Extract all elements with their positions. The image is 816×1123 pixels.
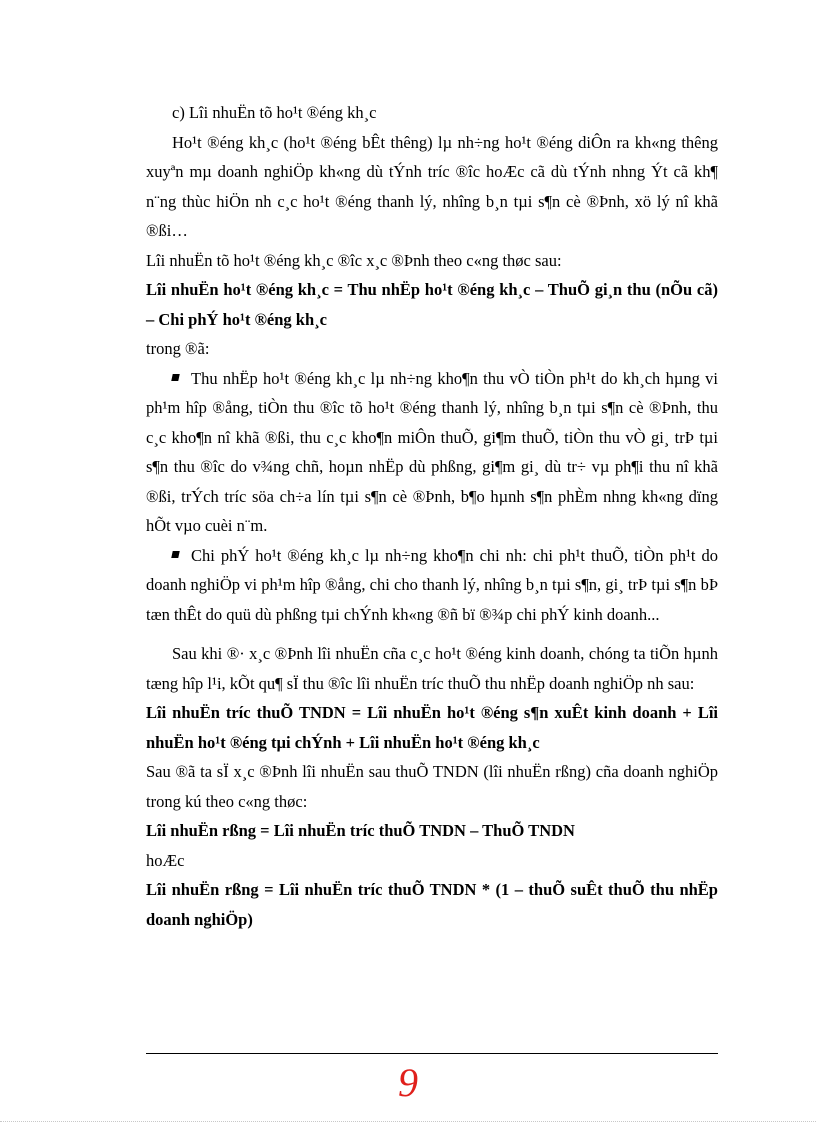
- bullet-other-income: [146, 364, 718, 541]
- paragraph-trong-do: trong ®ã:: [146, 339, 210, 358]
- paragraph-net-profit-intro: Sau ®ã ta sÏ x¸c ®Þnh lîi nhuËn sau thuÕ TNDN (lîi nhuËn rßng) cña doanh nghiÖp trong kú theo c«ng thøc:: [146, 762, 718, 811]
- bullet-other-income-text: Thu nhËp ho¹t ®éng kh¸c lµ nh÷ng kho¶n thu vÒ tiÒn ph¹t do kh¸ch hµng vi ph¹m hîp ®ång, tiÒn thu ®îc tõ ho¹t ®éng thanh lý, nhîng b¸n tµi s¶n cè ®Þnh, thu c¸c kho¶n nî khã ®ßi, thu c¸c kho¶n miÔn thuÕ, gi¶m thuÕ, tiÒn thu vÒ gi¸ trÞ tµi s¶n thu ®îc do v¾ng chñ, hoµn nhËp dù phßng, gi¶m gi¸ dù tr÷ vµ ph¶i thu nî khã ®ßi, trÝch tríc söa ch÷a lín tµi s¶n cè ®Þnh, b¶o hµnh s¶n phÈm nhng kh«ng dïng hÕt vµo cuèi n¨m.: [146, 368, 718, 535]
- bullet-icon: [171, 551, 179, 558]
- paragraph-summary: Sau khi ®· x¸c ®Þnh lîi nhuËn cña c¸c ho¹t ®éng kinh doanh, chóng ta tiÕn hµnh tæng hîp l¹i, kÕt qu¶ sÏ thu ®îc lîi nhuËn tríc thuÕ thu nhËp doanh nghiÖp nh sau:: [146, 644, 718, 693]
- document-body: [146, 98, 718, 934]
- page-edge-divider: [0, 1121, 816, 1122]
- paragraph-other-activities: Ho¹t ®éng kh¸c (ho¹t ®éng bÊt thêng) lµ nh÷ng ho¹t ®éng diÔn ra kh«ng thêng xuyªn mµ doanh nghiÖp kh«ng dù tÝnh tríc ®îc hoÆc cã dù tÝnh nhng Ýt cã kh¶ n¨ng thùc hiÖn nh c¸c ho¹t ®éng thanh lý, nhîng b¸n tµi s¶n cè ®Þnh, xö lý nî khã ®ßi…: [146, 132, 718, 240]
- bullet-other-expenses: [146, 541, 718, 630]
- formula-other-profit: Lîi nhuËn ho¹t ®éng kh¸c = Thu nhËp ho¹t ®éng kh¸c – ThuÕ gi¸n thu (nÕu cã) – Chi phÝ ho¹t ®éng kh¸c: [146, 280, 718, 329]
- formula-net-profit: Lîi nhuËn rßng = Lîi nhuËn tríc thuÕ TNDN – ThuÕ TNDN: [146, 821, 575, 840]
- page-number: 9: [398, 1060, 418, 1105]
- formula-net-profit-alt: Lîi nhuËn rßng = Lîi nhuËn tríc thuÕ TNDN * (1 – thuÕ suÊt thuÕ thu nhËp doanh nghiÖp): [146, 880, 718, 929]
- footer-rule: [146, 1053, 718, 1054]
- paragraph-profit-formula-intro: Lîi nhuËn tõ ho¹t ®éng kh¸c ®îc x¸c ®Þnh theo c«ng thøc sau:: [146, 250, 562, 270]
- bullet-other-expenses-text: Chi phÝ ho¹t ®éng kh¸c lµ nh÷ng kho¶n chi nh: chi ph¹t thuÕ, tiÒn ph¹t do doanh nghiÖp vi ph¹m hîp ®ång, chi cho thanh lý, nhîng b¸n tµi s¶n, gi¸ trÞ tµi s¶n bÞ tæn thÊt do quü dù phßng tµi chÝnh kh«ng ®ñ bï ®¾p chi phÝ kinh doanh...: [146, 545, 718, 624]
- paragraph-hoac: hoÆc: [146, 850, 185, 870]
- bullet-icon: [171, 374, 179, 381]
- formula-pretax-profit: Lîi nhuËn tríc thuÕ TNDN = Lîi nhuËn ho¹t ®éng s¶n xuÊt kinh doanh + Lîi nhuËn ho¹t ®éng tµi chÝnh + Lîi nhuËn ho¹t ®éng kh¸c: [146, 703, 718, 752]
- section-heading: c) Lîi nhuËn tõ ho¹t ®éng kh¸c: [172, 103, 377, 122]
